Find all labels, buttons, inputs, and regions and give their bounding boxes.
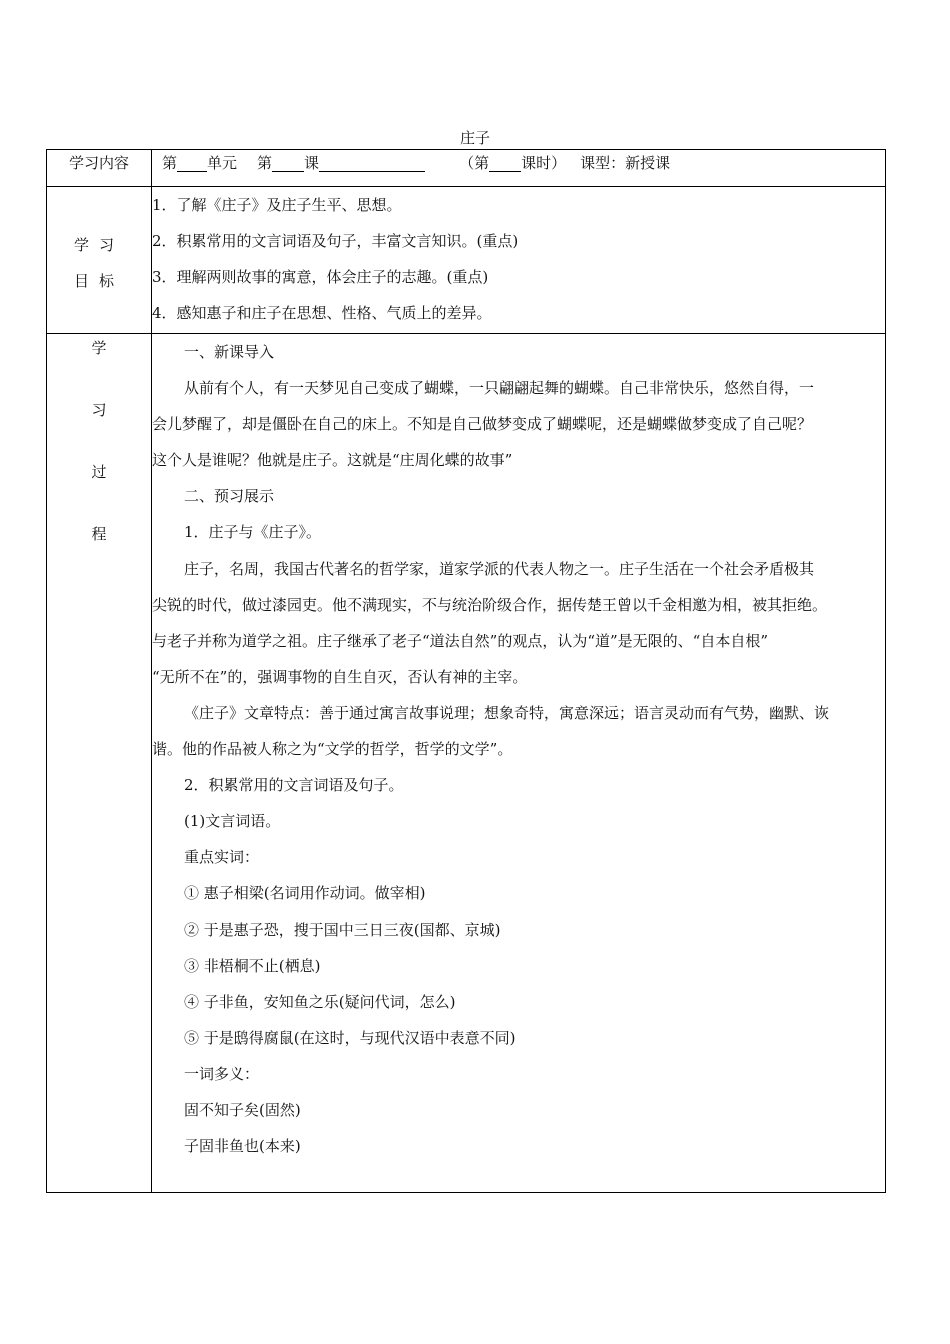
list-item: ⑤ 于是鸱得腐鼠(在这时，与现代汉语中表意不同) <box>184 1028 516 1047</box>
goals-label-cell <box>47 187 152 334</box>
period-prefix: （第 <box>459 154 490 172</box>
header-row <box>47 150 886 187</box>
process-label-char: 学 <box>91 339 107 357</box>
list-item: ① 惠子相梁(名词用作动词。做宰相) <box>184 884 426 903</box>
goals-row <box>47 187 886 334</box>
list-item: 子固非鱼也(本来) <box>184 1137 301 1156</box>
paragraph-line: “无所不在”的，强调事物的自生自灭，否认有神的主宰。 <box>152 667 528 686</box>
goal-item: 4．感知惠子和庄子在思想、性格、气质上的差异。 <box>152 304 492 322</box>
list-item: ② 于是惠子恐，搜于国中三日三夜(国都、京城) <box>184 920 501 939</box>
goal-item: 1．了解《庄子》及庄子生平、思想。 <box>152 196 402 214</box>
unit-prefix: 第 <box>162 154 178 172</box>
paragraph-line: 这个人是谁呢？他就是庄子。这就是“庄周化蝶的故事” <box>152 451 513 470</box>
process-label-char: 过 <box>91 463 107 481</box>
process-label-char: 程 <box>91 525 107 543</box>
paragraph-line: 谐。他的作品被人称之为“文学的哲学，哲学的文学”。 <box>152 740 513 759</box>
lesson-prefix: 第 <box>257 154 273 172</box>
list-item: ③ 非梧桐不止(栖息) <box>184 956 321 975</box>
section-heading: 二、预习展示 <box>184 487 275 506</box>
subsection-heading: 2．积累常用的文言词语及句子。 <box>184 776 404 795</box>
paragraph-line: 会儿梦醒了，却是僵卧在自己的床上。不知是自己做梦变成了蝴蝶呢，还是蝴蝶做梦变成了自己呢？ <box>152 415 813 434</box>
paragraph-line: 《庄子》文章特点：善于通过寓言故事说理；想象奇特，寓意深远；语言灵动而有气势，幽默、诙 <box>184 703 830 722</box>
list-item: 固不知子矣(固然) <box>184 1100 301 1119</box>
process-row <box>47 334 886 1193</box>
study-content-label: 学习内容 <box>47 150 152 187</box>
list-heading: 重点实词： <box>184 848 260 867</box>
lesson-blank <box>272 153 304 172</box>
lesson-plan-table <box>46 149 886 1193</box>
goal-item: 2．积累常用的文言词语及句子，丰富文言知识。(重点) <box>152 232 519 250</box>
unit-suffix: 单元 <box>207 154 238 172</box>
subsection-heading: (1)文言词语。 <box>184 812 281 831</box>
goals-list <box>152 187 886 334</box>
study-content-value <box>152 150 886 187</box>
lesson-title-blank <box>319 153 425 172</box>
paragraph-line: 庄子，名周，我国古代著名的哲学家，道家学派的代表人物之一。庄子生活在一个社会矛盾极其 <box>184 559 815 578</box>
process-label-cell <box>47 334 152 1193</box>
lesson-type: 课型：新授课 <box>580 154 671 172</box>
goals-label-line2: 目标 <box>73 272 124 290</box>
process-content <box>152 334 886 1193</box>
list-heading: 一词多义： <box>184 1064 260 1083</box>
process-label-char: 习 <box>91 401 107 419</box>
unit-blank <box>177 153 207 172</box>
list-item: ④ 子非鱼，安知鱼之乐(疑问代词，怎么) <box>184 992 456 1011</box>
subsection-heading: 1．庄子与《庄子》。 <box>184 523 322 542</box>
period-blank <box>489 153 521 172</box>
document-title: 庄子 <box>459 129 490 147</box>
lesson-suffix: 课 <box>304 154 320 172</box>
goals-label-line1: 学习 <box>73 236 124 254</box>
paragraph-line: 与老子并称为道学之祖。庄子继承了老子“道法自然”的观点，认为“道”是无限的、“自本自根” <box>152 631 769 650</box>
period-suffix: 课时） <box>521 154 567 172</box>
goal-item: 3．理解两则故事的寓意，体会庄子的志趣。(重点) <box>152 268 489 286</box>
section-heading: 一、新课导入 <box>184 343 275 361</box>
paragraph-line: 尖锐的时代，做过漆园吏。他不满现实，不与统治阶级合作，据传楚王曾以千金相邀为相，被其拒绝。 <box>152 595 828 614</box>
paragraph-line: 从前有个人，有一天梦见自己变成了蝴蝶，一只翩翩起舞的蝴蝶。自己非常快乐，悠然自得，一 <box>184 379 815 398</box>
